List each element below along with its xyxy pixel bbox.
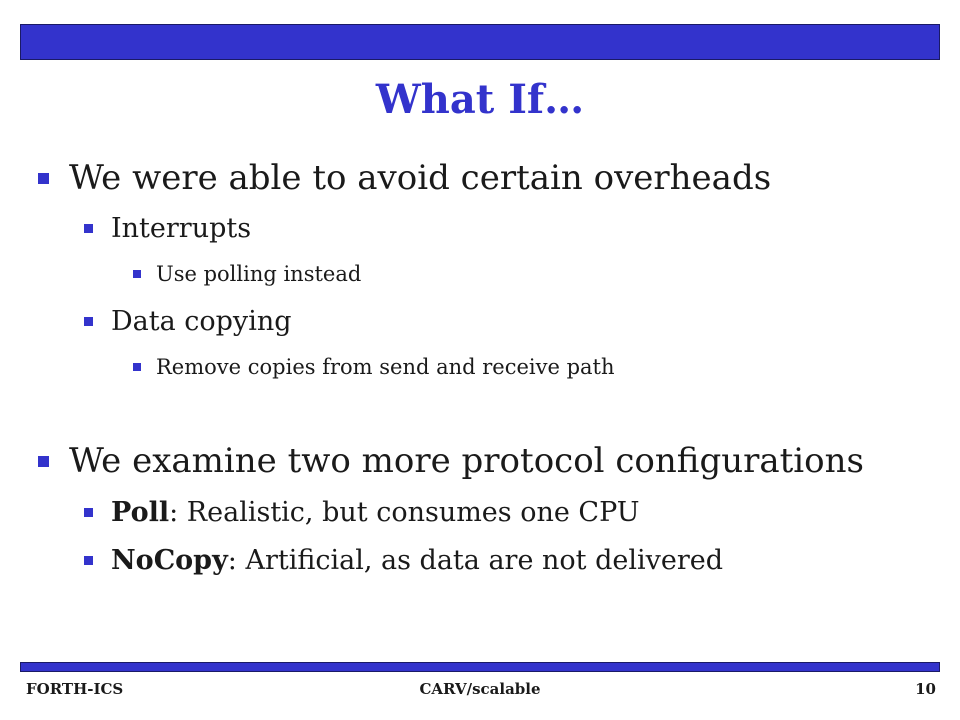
bullet-text: Remove copies from send and receive path (156, 355, 615, 379)
bullet-text: We examine two more protocol configurations (69, 441, 864, 481)
footer-bar (20, 662, 940, 672)
term-description: : Artificial, as data are not delivered (227, 545, 724, 576)
bullet-item (133, 262, 361, 286)
footer-project: CARV/scalable (419, 680, 541, 698)
slide-title: What If… (375, 76, 585, 123)
term-label: Poll (111, 497, 170, 528)
bullet-text: Data copying (111, 306, 292, 337)
bullet-item (38, 158, 771, 198)
bullet-text (111, 545, 723, 576)
bullet-item (84, 545, 723, 576)
square-bullet-icon (38, 173, 49, 184)
page-number: 10 (915, 680, 936, 698)
square-bullet-icon (38, 456, 49, 467)
square-bullet-icon (84, 508, 93, 517)
bullet-item (84, 213, 251, 244)
square-bullet-icon (84, 556, 93, 565)
square-bullet-icon (84, 317, 93, 326)
bullet-text: We were able to avoid certain overheads (69, 158, 772, 198)
term-label: NoCopy (111, 545, 228, 576)
bullet-item (38, 441, 864, 481)
bullet-text (111, 497, 640, 528)
term-description: : Realistic, but consumes one CPU (169, 497, 640, 528)
bullet-item (84, 497, 640, 528)
bullet-text: Use polling instead (156, 262, 362, 286)
square-bullet-icon (133, 270, 141, 278)
square-bullet-icon (84, 224, 93, 233)
bullet-item (133, 355, 615, 379)
bullet-item (84, 306, 292, 337)
square-bullet-icon (133, 363, 141, 371)
footer-organization: FORTH-ICS (26, 680, 124, 698)
bullet-text: Interrupts (111, 213, 252, 244)
